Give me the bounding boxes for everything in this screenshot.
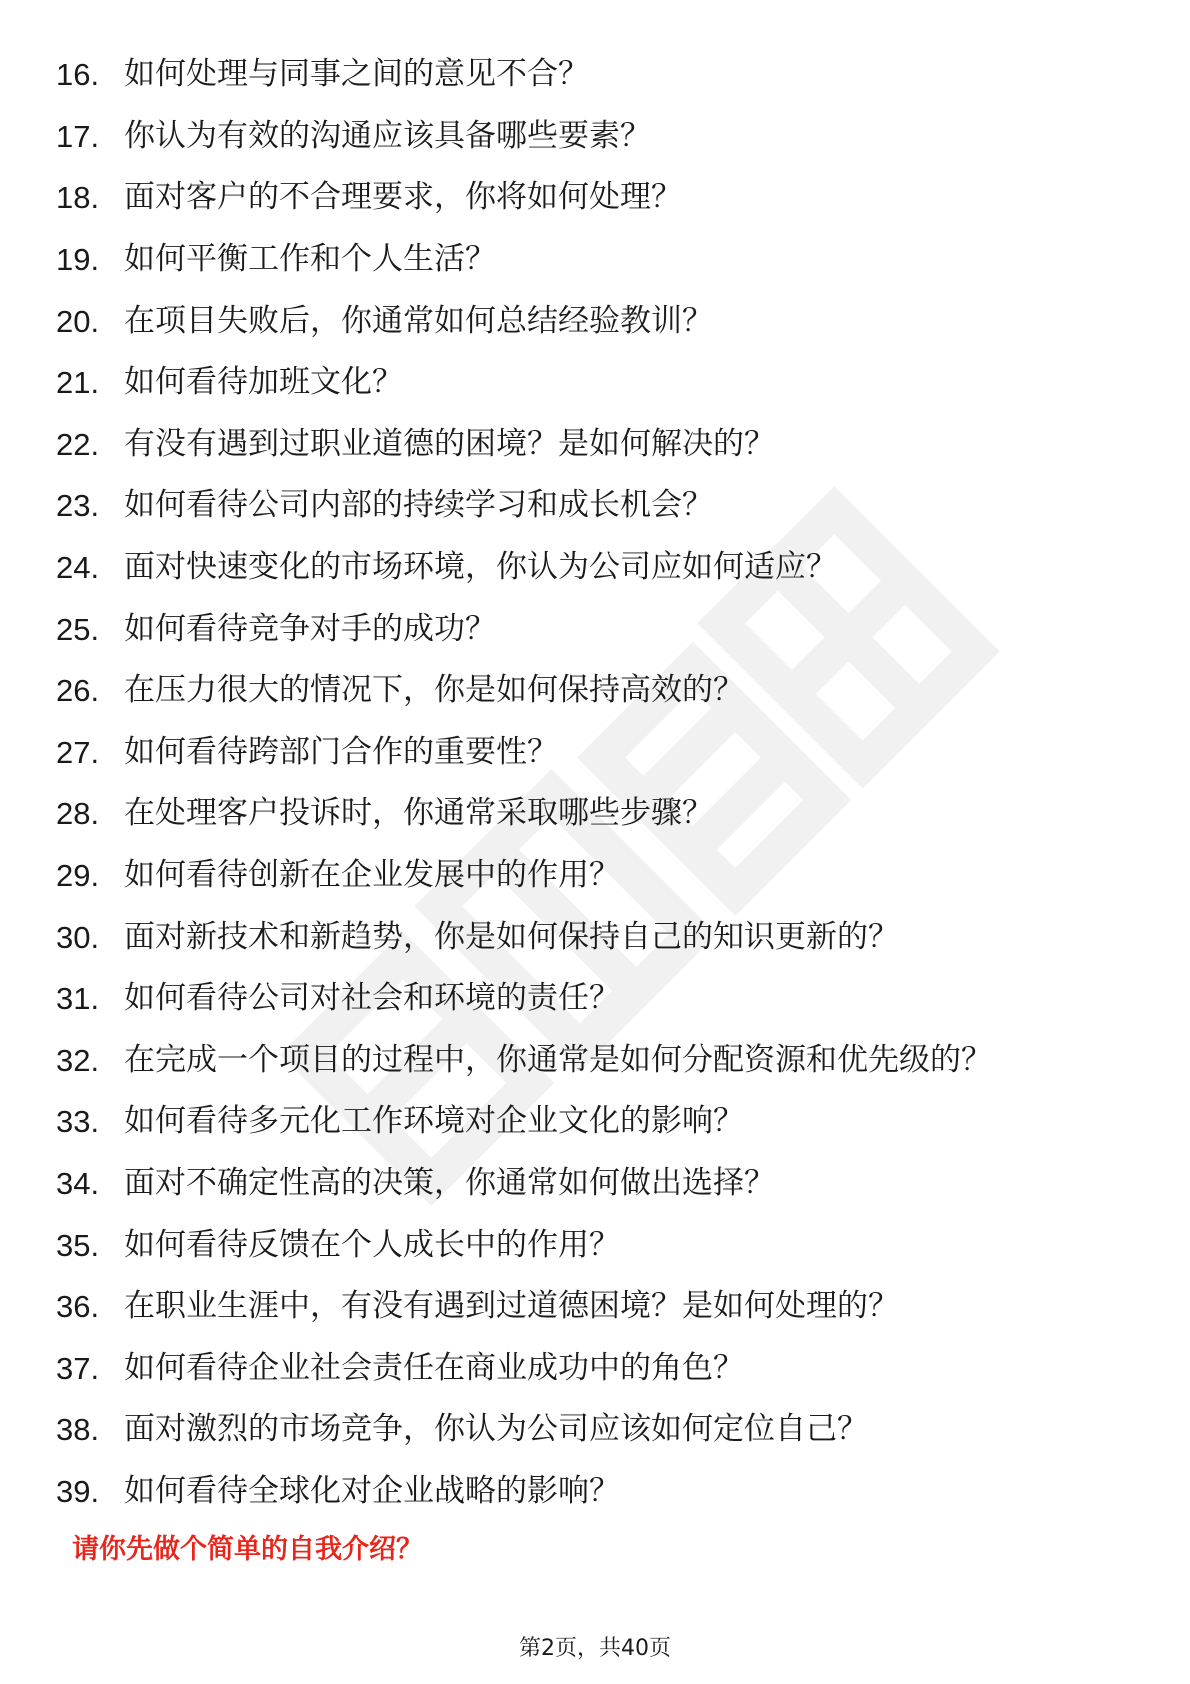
question-text: 如何看待竞争对手的成功？ [124, 610, 496, 647]
question-number: 34. [56, 1165, 100, 1201]
list-item [56, 660, 992, 722]
list-item [56, 1214, 992, 1276]
question-text: 面对激烈的市场竞争，你认为公司应该如何定位自己？ [124, 1411, 868, 1448]
question-number: 32. [56, 1042, 100, 1078]
question-number: 35. [56, 1227, 100, 1263]
section-heading: 请你先做个简单的自我介绍？ [72, 1534, 423, 1565]
list-item [56, 414, 992, 476]
list-item [56, 1461, 992, 1523]
question-text: 在压力很大的情况下，你是如何保持高效的？ [124, 672, 744, 709]
list-item [56, 1276, 992, 1338]
page-footer: 第2页，共40页 [519, 1636, 671, 1661]
question-text: 在处理客户投诉时，你通常采取哪些步骤？ [124, 795, 713, 832]
list-item [56, 722, 992, 784]
question-number: 19. [56, 242, 100, 278]
question-text: 如何看待企业社会责任在商业成功中的角色？ [124, 1349, 744, 1386]
list-item [56, 1337, 992, 1399]
list-item [56, 229, 992, 291]
question-number: 28. [56, 796, 100, 832]
question-text: 如何看待加班文化？ [124, 364, 403, 401]
question-text: 面对新技术和新趋势，你是如何保持自己的知识更新的？ [124, 918, 899, 955]
question-number: 18. [56, 180, 100, 216]
list-item [56, 598, 992, 660]
question-text: 在职业生涯中，有没有遇到过道德困境？是如何处理的？ [124, 1288, 899, 1325]
question-number: 36. [56, 1289, 100, 1325]
question-number: 23. [56, 488, 100, 524]
question-number: 25. [56, 611, 100, 647]
list-item [56, 537, 992, 599]
list-item [56, 845, 992, 907]
question-text: 如何看待跨部门合作的重要性？ [124, 733, 558, 770]
question-number: 17. [56, 118, 100, 154]
list-item [56, 968, 992, 1030]
question-text: 如何看待公司对社会和环境的责任？ [124, 980, 620, 1017]
question-text: 面对不确定性高的决策，你通常如何做出选择？ [124, 1164, 775, 1201]
question-text: 如何看待多元化工作环境对企业文化的影响？ [124, 1103, 744, 1140]
question-number: 33. [56, 1104, 100, 1140]
question-number: 26. [56, 673, 100, 709]
question-number: 16. [56, 57, 100, 93]
question-number: 29. [56, 858, 100, 894]
question-number: 31. [56, 981, 100, 1017]
list-item [56, 106, 992, 168]
question-number: 20. [56, 303, 100, 339]
question-text: 如何平衡工作和个人生活？ [124, 241, 496, 278]
question-text: 如何看待创新在企业发展中的作用？ [124, 857, 620, 894]
question-text: 你认为有效的沟通应该具备哪些要素？ [124, 117, 651, 154]
list-item [56, 352, 992, 414]
question-text: 如何看待反馈在个人成长中的作用？ [124, 1226, 620, 1263]
list-item [56, 1091, 992, 1153]
question-number: 30. [56, 919, 100, 955]
question-number: 37. [56, 1350, 100, 1386]
list-item [56, 1030, 992, 1092]
question-text: 如何处理与同事之间的意见不合？ [124, 56, 589, 93]
question-number: 24. [56, 550, 100, 586]
list-item [56, 783, 992, 845]
question-text: 在项目失败后，你通常如何总结经验教训？ [124, 302, 713, 339]
list-item [56, 167, 992, 229]
list-item [56, 906, 992, 968]
list-item [56, 1399, 992, 1461]
question-number: 39. [56, 1473, 100, 1509]
question-text: 如何看待全球化对企业战略的影响？ [124, 1472, 620, 1509]
list-item [56, 1153, 992, 1215]
list-item [56, 290, 992, 352]
question-number: 38. [56, 1412, 100, 1448]
question-text: 面对客户的不合理要求，你将如何处理？ [124, 179, 682, 216]
question-number: 21. [56, 365, 100, 401]
question-text: 有没有遇到过职业道德的困境？是如何解决的？ [124, 425, 775, 462]
question-number: 22. [56, 426, 100, 462]
list-item [56, 475, 992, 537]
question-text: 如何看待公司内部的持续学习和成长机会？ [124, 487, 713, 524]
question-list [56, 44, 992, 1522]
question-text: 面对快速变化的市场环境，你认为公司应如何适应？ [124, 549, 837, 586]
list-item [56, 44, 992, 106]
question-number: 27. [56, 734, 100, 770]
question-text: 在完成一个项目的过程中，你通常是如何分配资源和优先级的？ [124, 1041, 992, 1078]
